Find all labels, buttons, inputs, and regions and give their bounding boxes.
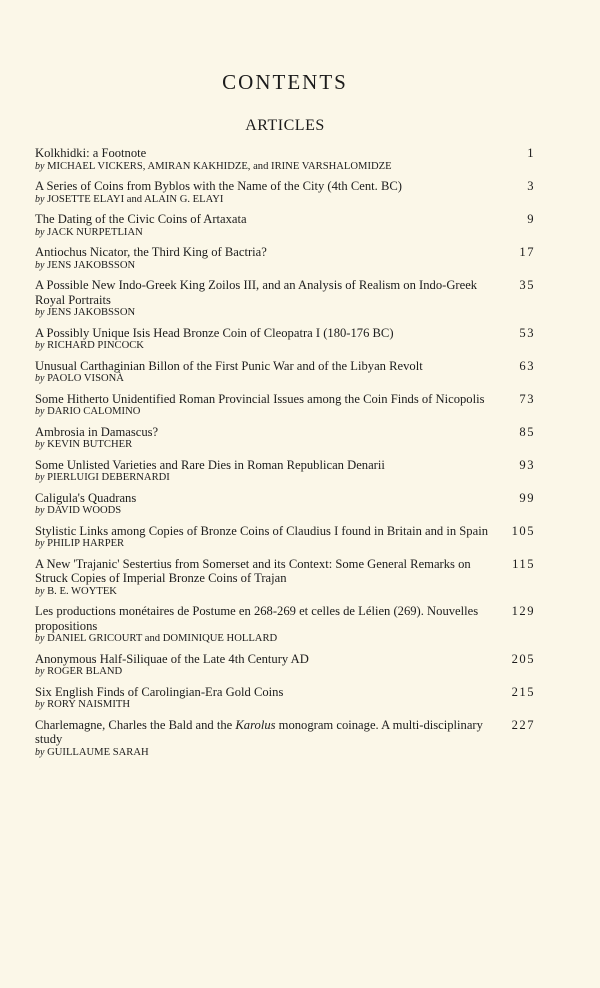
by-label: by: [35, 585, 45, 597]
toc-entry[interactable]: [35, 458, 535, 485]
entry-title: The Dating of the Civic Coins of Artaxata: [35, 212, 247, 226]
entry-byline: [35, 194, 535, 207]
toc-entry[interactable]: [35, 491, 535, 518]
entry-authors: JACK NURPETLIAN: [47, 226, 143, 238]
entry-title: A New 'Trajanic' Sestertius from Somerset and its Context: Some General Remarks on Struck Copies of Imperial Bronze Coins of Trajan: [35, 556, 471, 585]
by-label: by: [35, 538, 45, 549]
contents-list: [35, 146, 535, 765]
entry-authors: RORY NAISMITH: [47, 699, 131, 710]
entry-authors: JENS JAKOBSSON: [47, 307, 136, 318]
entry-page-number: 99: [519, 490, 535, 505]
by-label: by: [35, 193, 45, 205]
entry-authors: B. E. WOYTEK: [47, 585, 117, 597]
by-label: by: [35, 633, 45, 644]
entry-authors: MICHAEL VICKERS, AMIRAN KAKHIDZE, and IRINE VARSHALOMIDZE: [47, 160, 392, 172]
entry-authors: DANIEL GRICOURT and DOMINIQUE HOLLARD: [47, 633, 278, 644]
toc-entry[interactable]: [35, 212, 535, 239]
entry-page-number: 1: [527, 146, 535, 160]
entry-byline: [35, 406, 535, 419]
entry-page-number: 53: [519, 325, 535, 340]
entry-title-part: Charlemagne, Charles the Bald and the: [35, 717, 236, 732]
entry-title: Ambrosia in Damascus?: [35, 424, 159, 439]
by-label: by: [35, 373, 45, 384]
toc-entry[interactable]: [35, 652, 535, 679]
page-title: CONTENTS: [222, 70, 348, 94]
entry-page-number: 215: [511, 684, 535, 699]
toc-entry[interactable]: [35, 557, 535, 599]
entry-authors: PAOLO VISONÀ: [47, 373, 124, 384]
toc-entry[interactable]: [35, 718, 535, 760]
entry-page-number: 3: [527, 179, 535, 193]
by-label: by: [35, 439, 45, 450]
entry-byline: [35, 538, 535, 551]
toc-entry[interactable]: [35, 425, 535, 452]
entry-title: Kolkhidki: a Footnote: [35, 146, 147, 160]
entry-title: Anonymous Half-Siliquae of the Late 4th Century AD: [35, 651, 309, 666]
entry-title-part: monogram coinage. A multi-disciplinary study: [35, 717, 483, 746]
toc-entry[interactable]: [35, 524, 535, 551]
entry-byline: [35, 472, 535, 485]
entry-title: A Possibly Unique Isis Head Bronze Coin of Cleopatra I (180-176 BC): [35, 325, 394, 340]
entry-page-number: 73: [519, 391, 535, 406]
entry-page-number: 227: [511, 717, 535, 732]
entry-title: Antiochus Nicator, the Third King of Bactria?: [35, 245, 267, 259]
entry-authors: PIERLUIGI DEBERNARDI: [47, 472, 170, 483]
entry-title-italic: Karolus: [235, 717, 276, 732]
toc-entry[interactable]: [35, 685, 535, 712]
by-label: by: [35, 746, 45, 758]
entry-title: Six English Finds of Carolingian-Era Gold Coins: [35, 684, 284, 699]
by-label: by: [35, 340, 45, 351]
section-heading: ARTICLES: [245, 117, 325, 134]
entry-authors: GUILLAUME SARAH: [47, 746, 149, 758]
entry-byline: [35, 227, 535, 240]
toc-entry[interactable]: [35, 179, 535, 206]
entry-byline: [35, 666, 535, 679]
entry-byline: [35, 505, 535, 518]
entry-byline: [35, 373, 535, 386]
entry-title: Stylistic Links among Copies of Bronze Coins of Claudius I found in Britain and in Spain: [35, 523, 488, 538]
toc-entry[interactable]: [35, 278, 535, 320]
entry-authors: DAVID WOODS: [47, 505, 122, 516]
by-label: by: [35, 699, 45, 710]
entry-title: Some Hitherto Unidentified Roman Provincial Issues among the Coin Finds of Nicopolis: [35, 391, 485, 406]
entry-page-number: 93: [519, 457, 535, 472]
entry-authors: KEVIN BUTCHER: [47, 439, 133, 450]
entry-byline: [35, 586, 535, 599]
entry-title: [35, 718, 535, 747]
entry-authors: RICHARD PINCOCK: [47, 340, 144, 351]
entry-byline: [35, 260, 535, 273]
entry-page-number: 9: [527, 212, 535, 226]
entry-title: Les productions monétaires de Postume en 268-269 et celles de Lélien (269). Nouvelles propositions: [35, 604, 479, 633]
entry-byline: [35, 747, 535, 760]
by-label: by: [35, 226, 45, 238]
entry-title: Some Unlisted Varieties and Rare Dies in Roman Republican Denarii: [35, 457, 385, 472]
entry-authors: JOSETTE ELAYI and ALAIN G. ELAYI: [47, 193, 224, 205]
entry-page-number: 63: [519, 358, 535, 373]
entry-page-number: 17: [519, 245, 535, 259]
toc-entry[interactable]: [35, 392, 535, 419]
entry-page-number: 205: [511, 651, 535, 666]
entry-page-number: 105: [511, 523, 535, 538]
by-label: by: [35, 406, 45, 417]
entry-authors: ROGER BLAND: [47, 666, 123, 677]
entry-authors: JENS JAKOBSSON: [47, 259, 136, 271]
entry-title: Unusual Carthaginian Billon of the First Punic War and of the Libyan Revolt: [35, 358, 423, 373]
entry-authors: PHILIP HARPER: [47, 538, 125, 549]
entry-byline: [35, 307, 535, 320]
entry-page-number: 35: [519, 278, 535, 292]
entry-authors: DARIO CALOMINO: [47, 406, 141, 417]
by-label: by: [35, 160, 45, 172]
by-label: by: [35, 259, 45, 271]
by-label: by: [35, 472, 45, 483]
entry-byline: [35, 439, 535, 452]
toc-entry[interactable]: [35, 604, 535, 646]
toc-entry[interactable]: [35, 326, 535, 353]
entry-page-number: 129: [511, 604, 535, 618]
entry-byline: [35, 633, 535, 646]
entry-title: A Possible New Indo-Greek King Zoilos III, and an Analysis of Realism on Indo-Greek Royal Portraits: [35, 278, 478, 307]
entry-byline: [35, 161, 535, 174]
entry-byline: [35, 340, 535, 353]
toc-entry[interactable]: [35, 146, 535, 173]
toc-entry[interactable]: [35, 359, 535, 386]
entry-page-number: 115: [512, 556, 535, 571]
entry-page-number: 85: [519, 424, 535, 439]
by-label: by: [35, 666, 45, 677]
by-label: by: [35, 307, 45, 318]
toc-entry[interactable]: [35, 245, 535, 272]
entry-byline: [35, 699, 535, 712]
entry-title: Caligula's Quadrans: [35, 490, 137, 505]
by-label: by: [35, 505, 45, 516]
entry-title: A Series of Coins from Byblos with the Name of the City (4th Cent. BC): [35, 179, 402, 193]
